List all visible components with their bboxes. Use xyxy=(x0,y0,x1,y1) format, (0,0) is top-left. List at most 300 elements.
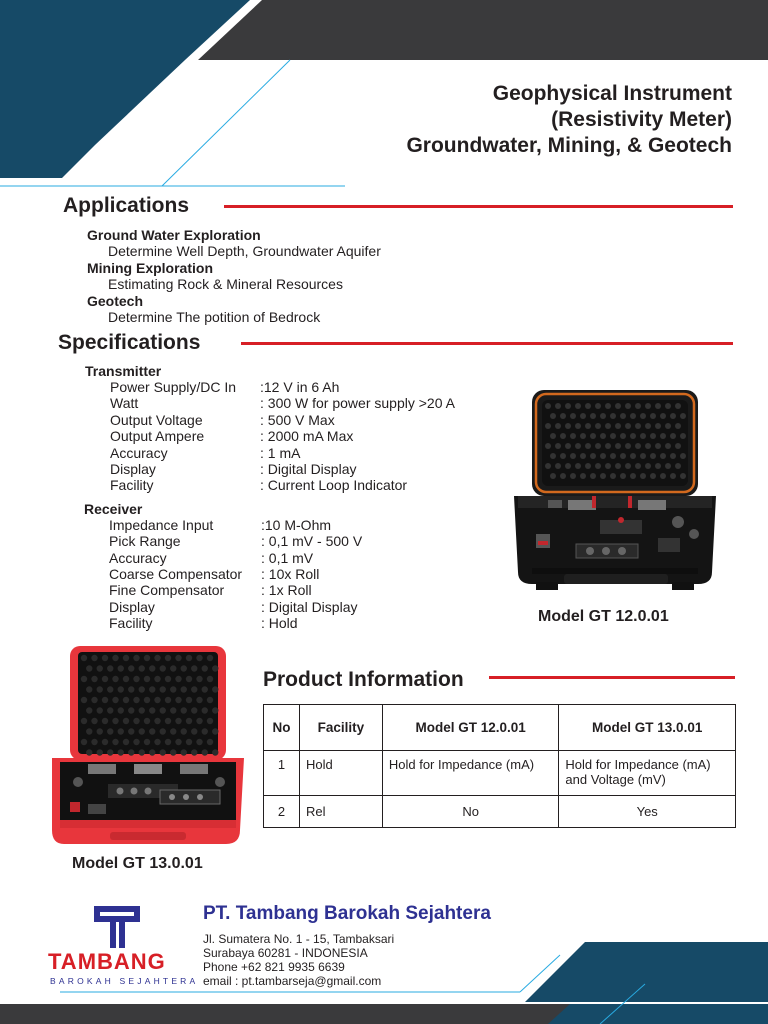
foam-cell xyxy=(212,707,218,713)
spec-value: :12 V in 6 Ah xyxy=(260,379,340,395)
foam-cell xyxy=(154,655,160,661)
foam-cell xyxy=(675,403,681,409)
table-cell: Rel xyxy=(299,796,382,828)
foam-cell xyxy=(670,413,676,419)
foam-cell xyxy=(625,423,631,429)
foam-cell xyxy=(590,433,596,439)
foam-cell xyxy=(550,473,556,479)
foam-cell xyxy=(175,739,181,745)
foam-cell xyxy=(86,686,92,692)
foam-cell xyxy=(160,728,166,734)
foam-cell xyxy=(196,739,202,745)
foam-cell xyxy=(590,413,596,419)
foam-cell xyxy=(175,676,181,682)
foam-cell xyxy=(149,665,155,671)
foam-cell xyxy=(97,728,103,734)
foam-cell xyxy=(560,453,566,459)
foam-cell xyxy=(170,686,176,692)
table-header-row xyxy=(264,705,736,751)
foam-cell xyxy=(170,707,176,713)
foam-cell xyxy=(202,707,208,713)
foam-cell xyxy=(212,749,218,755)
foam-cell xyxy=(149,707,155,713)
foam-cell xyxy=(181,707,187,713)
foam-cell xyxy=(160,749,166,755)
foam-cell xyxy=(181,728,187,734)
logo-wordmark: TAMBANG xyxy=(48,949,166,974)
foam-cell xyxy=(154,697,160,703)
foam-cell xyxy=(170,749,176,755)
foam-cell xyxy=(595,423,601,429)
foam-cell xyxy=(128,749,134,755)
foam-cell xyxy=(118,665,124,671)
foam-cell xyxy=(175,655,181,661)
foam-cell xyxy=(149,728,155,734)
foam-cell xyxy=(610,433,616,439)
table-cell: No xyxy=(382,796,559,828)
table-cell: 2 xyxy=(264,796,300,828)
foam-cell xyxy=(680,433,686,439)
foam-cell xyxy=(660,453,666,459)
foam-cell xyxy=(128,728,134,734)
app-item-desc: Determine The potition of Bedrock xyxy=(108,309,321,325)
model-caption-black: Model GT 12.0.01 xyxy=(538,608,669,625)
foam-cell xyxy=(665,463,671,469)
spec-value: :10 M-Ohm xyxy=(261,517,332,533)
foam-cell xyxy=(605,463,611,469)
foam-cell xyxy=(202,686,208,692)
table-cell: Hold for Impedance (mA) xyxy=(382,751,559,796)
spec-label: Display xyxy=(110,461,156,477)
foam-cell xyxy=(585,443,591,449)
foam-cell xyxy=(139,686,145,692)
foam-cell xyxy=(585,463,591,469)
spec-label: Accuracy xyxy=(110,444,168,461)
foam-cell xyxy=(605,423,611,429)
foam-cell xyxy=(139,665,145,671)
foam-cell xyxy=(580,433,586,439)
foam-cell xyxy=(97,707,103,713)
foam-cell xyxy=(635,463,641,469)
foam-cell xyxy=(144,697,150,703)
foam-cell xyxy=(655,403,661,409)
foam-cell xyxy=(202,728,208,734)
foam-cell xyxy=(144,655,150,661)
foam-cell xyxy=(600,473,606,479)
foam-cell xyxy=(670,473,676,479)
foam-cell xyxy=(610,413,616,419)
foam-cell xyxy=(650,413,656,419)
foam-cell xyxy=(615,463,621,469)
foam-cell xyxy=(107,686,113,692)
foam-cell xyxy=(580,413,586,419)
foam-cell xyxy=(112,718,118,724)
foam-cell xyxy=(635,443,641,449)
foam-cell xyxy=(165,697,171,703)
foam-cell xyxy=(620,413,626,419)
foam-cell xyxy=(640,413,646,419)
foam-cell xyxy=(191,665,197,671)
receiver-heading: Receiver xyxy=(84,501,143,517)
foam-cell xyxy=(165,718,171,724)
foam-cell xyxy=(675,443,681,449)
foam-cell xyxy=(123,655,129,661)
foam-cell xyxy=(655,463,661,469)
foam-cell xyxy=(175,718,181,724)
foam-cell xyxy=(160,665,166,671)
foam-cell xyxy=(112,655,118,661)
foam-cell xyxy=(123,718,129,724)
spec-value: : Current Loop Indicator xyxy=(260,477,408,494)
foam-cell xyxy=(560,433,566,439)
foam-cell xyxy=(165,739,171,745)
spec-value: : 1 mA xyxy=(260,444,301,461)
foam-cell xyxy=(620,453,626,459)
foam-cell xyxy=(128,686,134,692)
foam-cell xyxy=(154,739,160,745)
foam-cell xyxy=(160,707,166,713)
foam-cell xyxy=(545,443,551,449)
foam-cell xyxy=(625,443,631,449)
foam-cell xyxy=(107,728,113,734)
foam-cell xyxy=(133,718,139,724)
table-header-cell: Model GT 13.0.01 xyxy=(559,705,736,751)
foam-cell xyxy=(86,749,92,755)
foam-cell xyxy=(86,665,92,671)
foam-cell xyxy=(600,453,606,459)
phone-line: Phone +62 821 9935 6639 xyxy=(203,960,345,974)
foam-cell xyxy=(645,403,651,409)
foam-cell xyxy=(186,655,192,661)
foam-cell xyxy=(670,453,676,459)
foam-cell xyxy=(600,413,606,419)
foam-cell xyxy=(212,665,218,671)
foam-cell xyxy=(165,676,171,682)
foam-cell xyxy=(585,403,591,409)
foam-cell xyxy=(640,473,646,479)
foam-cell xyxy=(123,739,129,745)
applications-rule xyxy=(224,205,733,208)
logo-tagline: BAROKAH SEJAHTERA xyxy=(50,976,199,986)
black-case-image xyxy=(508,388,722,600)
foam-cell xyxy=(144,676,150,682)
foam-cell xyxy=(149,686,155,692)
foam-cell xyxy=(680,453,686,459)
table-header-cell: Facility xyxy=(299,705,382,751)
foam-cell xyxy=(186,676,192,682)
app-item-desc: Estimating Rock & Mineral Resources xyxy=(108,276,343,292)
foam-cell xyxy=(550,453,556,459)
spec-value: : Digital Display xyxy=(261,598,358,615)
foam-cell xyxy=(170,665,176,671)
foam-cell xyxy=(545,403,551,409)
foam-cell xyxy=(630,453,636,459)
foam-cell xyxy=(133,676,139,682)
foam-cell xyxy=(107,665,113,671)
foam-cell xyxy=(600,433,606,439)
table-cell: Hold xyxy=(299,751,382,796)
foam-cell xyxy=(118,707,124,713)
foam-cell xyxy=(555,463,561,469)
foam-cell xyxy=(112,676,118,682)
foam-cell xyxy=(196,697,202,703)
foam-cell xyxy=(196,655,202,661)
foam-cell xyxy=(91,697,97,703)
foam-cell xyxy=(680,473,686,479)
foam-cell xyxy=(81,655,87,661)
table-row xyxy=(264,796,736,828)
app-item-title: Geotech xyxy=(87,293,144,309)
specifications-heading: Specifications xyxy=(58,331,201,354)
foam-cell xyxy=(97,686,103,692)
table-header-cell: No xyxy=(264,705,300,751)
foam-cell xyxy=(650,453,656,459)
spec-value: : 0,1 mV - 500 V xyxy=(261,533,363,550)
foam-cell xyxy=(212,686,218,692)
foam-cell xyxy=(102,655,108,661)
foam-cell xyxy=(545,423,551,429)
spec-label: Coarse Compensator xyxy=(109,565,243,582)
spec-label: Power Supply/DC In xyxy=(110,379,237,395)
foam-cell xyxy=(670,433,676,439)
foam-cell xyxy=(545,463,551,469)
foam-cell xyxy=(650,433,656,439)
foam-cell xyxy=(665,423,671,429)
foam-cell xyxy=(570,413,576,419)
foam-cell xyxy=(550,413,556,419)
spec-value: : 300 W for power supply >20 A xyxy=(260,395,455,412)
foam-cell xyxy=(191,749,197,755)
foam-cell xyxy=(102,697,108,703)
foam-cell xyxy=(207,655,213,661)
foam-cell xyxy=(181,749,187,755)
foam-cell xyxy=(610,453,616,459)
foam-cell xyxy=(207,718,213,724)
foam-cell xyxy=(186,697,192,703)
foam-cell xyxy=(615,403,621,409)
foam-cell xyxy=(191,707,197,713)
foam-cell xyxy=(595,463,601,469)
foam-cell xyxy=(86,728,92,734)
foam-cell xyxy=(655,443,661,449)
app-item-title: Ground Water Exploration xyxy=(87,227,261,243)
foam-cell xyxy=(645,443,651,449)
foam-cell xyxy=(139,707,145,713)
product-info-heading: Product Information xyxy=(263,668,464,691)
foam-cell xyxy=(196,676,202,682)
foam-cell xyxy=(154,718,160,724)
foam-cell xyxy=(165,655,171,661)
foam-cell xyxy=(565,463,571,469)
foam-cell xyxy=(660,413,666,419)
product-info-table xyxy=(263,704,736,828)
foam-cell xyxy=(133,655,139,661)
foam-cell xyxy=(175,697,181,703)
foam-cell xyxy=(212,728,218,734)
foam-cell xyxy=(635,423,641,429)
foam-cell xyxy=(107,749,113,755)
foam-cell xyxy=(202,749,208,755)
foam-cell xyxy=(128,665,134,671)
foam-cell xyxy=(675,423,681,429)
transmitter-heading: Transmitter xyxy=(85,363,162,379)
foam-cell xyxy=(570,433,576,439)
foam-cell xyxy=(680,413,686,419)
foam-cell xyxy=(196,718,202,724)
foam-cell xyxy=(675,463,681,469)
foam-cell xyxy=(207,676,213,682)
foam-cell xyxy=(565,403,571,409)
foam-cell xyxy=(570,473,576,479)
foam-cell xyxy=(91,718,97,724)
foam-cell xyxy=(575,423,581,429)
company-logo-icon xyxy=(92,904,142,948)
foam-cell xyxy=(565,443,571,449)
foam-cell xyxy=(615,423,621,429)
foam-cell xyxy=(170,728,176,734)
foam-cell xyxy=(191,728,197,734)
foam-cell xyxy=(575,443,581,449)
foam-cell xyxy=(635,403,641,409)
foam-cell xyxy=(181,686,187,692)
foam-cell xyxy=(655,423,661,429)
foam-cell xyxy=(620,433,626,439)
spec-value: : 0,1 mV xyxy=(261,549,314,566)
model-caption-red: Model GT 13.0.01 xyxy=(72,855,203,872)
foam-cell xyxy=(118,749,124,755)
foam-cell xyxy=(555,403,561,409)
foam-cell xyxy=(81,697,87,703)
foam-cell xyxy=(585,423,591,429)
spec-label: Accuracy xyxy=(109,549,167,566)
foam-cell xyxy=(645,463,651,469)
foam-cell xyxy=(660,433,666,439)
foam-cell xyxy=(154,676,160,682)
foam-cell xyxy=(91,655,97,661)
foam-cell xyxy=(81,676,87,682)
foam-cell xyxy=(97,749,103,755)
foam-cell xyxy=(580,473,586,479)
foam-cell xyxy=(575,463,581,469)
foam-cell xyxy=(630,413,636,419)
foam-cell xyxy=(139,728,145,734)
foam-cell xyxy=(133,739,139,745)
foam-cell xyxy=(625,463,631,469)
foam-cell xyxy=(128,707,134,713)
foam-cell xyxy=(123,676,129,682)
foam-cell xyxy=(202,665,208,671)
spec-label: Pick Range xyxy=(109,533,181,550)
title-line-2: (Resistivity Meter) xyxy=(551,108,732,131)
foam-cell xyxy=(97,665,103,671)
spec-value: : Hold xyxy=(261,614,298,631)
foam-cell xyxy=(630,473,636,479)
foam-cell xyxy=(610,473,616,479)
spec-label: Impedance Input xyxy=(109,517,214,533)
spec-value: : Digital Display xyxy=(260,461,357,477)
foam-cell xyxy=(555,423,561,429)
foam-cell xyxy=(123,697,129,703)
foam-cell xyxy=(620,473,626,479)
foam-cell xyxy=(81,718,87,724)
foam-cell xyxy=(575,403,581,409)
foam-cell xyxy=(570,453,576,459)
product-info-rule xyxy=(489,676,735,679)
foam-cell xyxy=(91,739,97,745)
applications-heading: Applications xyxy=(63,194,190,217)
foam-cell xyxy=(118,728,124,734)
foam-cell xyxy=(102,718,108,724)
foam-cell xyxy=(565,423,571,429)
foam-cell xyxy=(665,403,671,409)
foam-cell xyxy=(112,739,118,745)
foam-cell xyxy=(560,413,566,419)
foam-cell xyxy=(160,686,166,692)
email-line: email : pt.tambarseja@gmail.com xyxy=(203,974,382,988)
spec-value: : 2000 mA Max xyxy=(260,428,354,445)
foam-cell xyxy=(625,403,631,409)
spec-value: : 500 V Max xyxy=(260,411,335,428)
company-name: PT. Tambang Barokah Sejahtera xyxy=(203,903,491,924)
foam-cell xyxy=(560,473,566,479)
foam-cell xyxy=(144,718,150,724)
foam-cell xyxy=(605,403,611,409)
red-case-image xyxy=(48,644,248,848)
spec-label: Output Ampere xyxy=(110,428,205,445)
foam-cell xyxy=(640,433,646,439)
foam-cell xyxy=(630,433,636,439)
foam-cell xyxy=(665,443,671,449)
title-line-1: Geophysical Instrument xyxy=(492,82,732,105)
foam-cell xyxy=(640,453,646,459)
foam-cell xyxy=(605,443,611,449)
foam-cell xyxy=(133,697,139,703)
foam-cell xyxy=(81,739,87,745)
foam-cell xyxy=(91,676,97,682)
foam-cell xyxy=(615,443,621,449)
foam-cell xyxy=(555,443,561,449)
foam-cell xyxy=(102,676,108,682)
foam-cell xyxy=(139,749,145,755)
table-header-cell: Model GT 12.0.01 xyxy=(382,705,559,751)
spec-value: : 1x Roll xyxy=(261,582,312,599)
spec-label: Output Voltage xyxy=(110,411,203,428)
table-cell: 1 xyxy=(264,751,300,796)
foam-cell xyxy=(107,707,113,713)
foam-cell xyxy=(118,686,124,692)
foam-cell xyxy=(102,739,108,745)
spec-value: : 10x Roll xyxy=(261,565,320,582)
spec-label: Display xyxy=(109,598,155,615)
app-item-desc: Determine Well Depth, Groundwater Aquifer xyxy=(108,243,381,259)
address-line: Jl. Sumatera No. 1 - 15, Tambaksari xyxy=(203,932,395,946)
foam-cell xyxy=(191,686,197,692)
spec-label: Facility xyxy=(110,477,154,494)
table-cell: Yes xyxy=(559,796,736,828)
spec-label: Fine Compensator xyxy=(109,582,225,599)
foam-cell xyxy=(207,697,213,703)
table-row xyxy=(264,751,736,796)
foam-cell xyxy=(112,697,118,703)
foam-cell xyxy=(660,473,666,479)
spec-label: Watt xyxy=(110,395,139,412)
foam-cell xyxy=(144,739,150,745)
foam-cell xyxy=(590,453,596,459)
foam-cell xyxy=(186,739,192,745)
foam-cell xyxy=(645,423,651,429)
foam-cell xyxy=(595,443,601,449)
foam-cell xyxy=(207,739,213,745)
